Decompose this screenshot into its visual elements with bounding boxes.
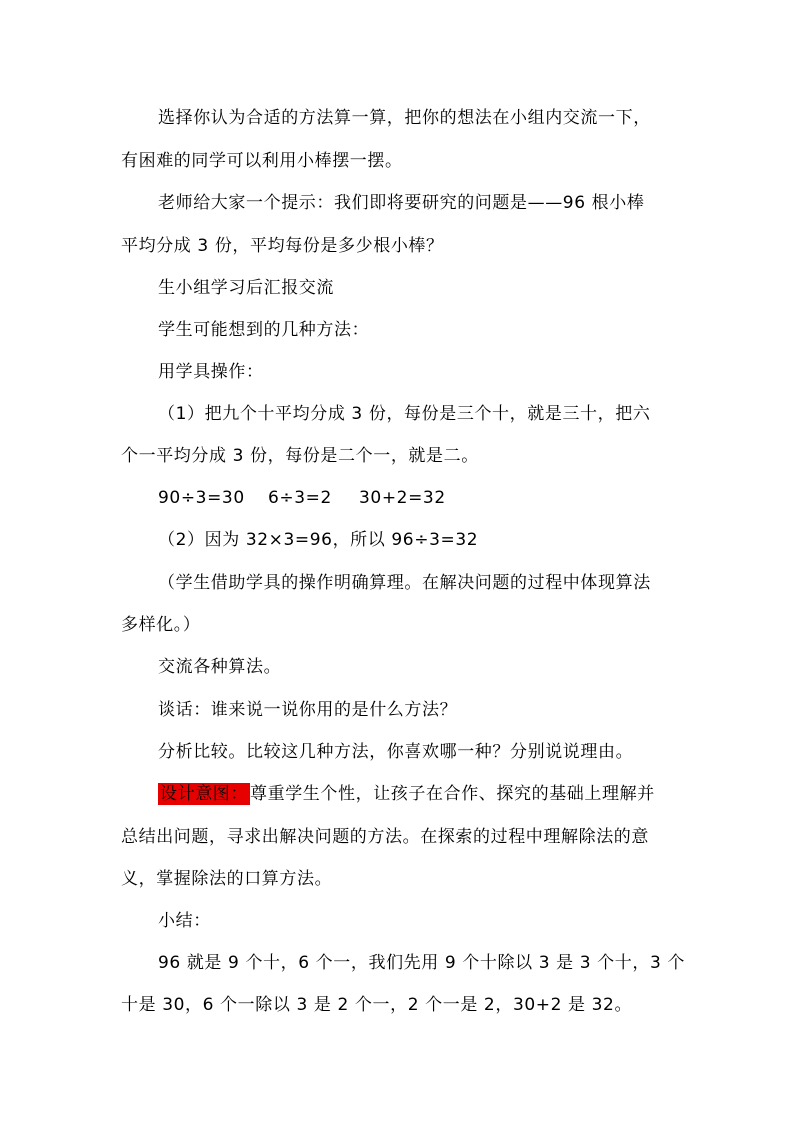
paragraph-choose-method-line1: 选择你认为合适的方法算一算，把你的想法在小组内交流一下， — [158, 108, 651, 128]
paragraph-possible-methods: 学生可能想到的几种方法： — [158, 320, 370, 340]
design-intent-label: 设计意图： — [160, 784, 248, 804]
paragraph-method-2: （2）因为 32×3=96，所以 96÷3=32 — [158, 530, 479, 550]
paragraph-teacher-hint-line2: 平均分成 3 份，平均每份是多少根小棒？ — [121, 236, 444, 256]
paragraph-design-intent-line2: 总结出问题，寻求出解决问题的方法。在探索的过程中理解除法的意 — [121, 827, 649, 847]
equation-2: 6÷3=2 — [268, 488, 332, 508]
paragraph-compare: 分析比较。比较这几种方法，你喜欢哪一种？分别说说理由。 — [158, 742, 634, 762]
equation-3: 30+2=32 — [359, 488, 446, 508]
paragraph-design-intent-line1 — [158, 782, 655, 806]
equation-1: 90÷3=30 — [158, 488, 245, 508]
paragraph-student-note-line2: 多样化。） — [121, 615, 201, 635]
paragraph-student-note-line1: （学生借助学具的操作明确算理。在解决问题的过程中体现算法 — [158, 573, 651, 593]
paragraph-exchange-methods: 交流各种算法。 — [158, 657, 282, 677]
paragraph-teacher-hint-line1: 老师给大家一个提示：我们即将要研究的问题是——96 根小棒 — [158, 193, 645, 213]
paragraph-method-1-line2: 个一平均分成 3 份，每份是二个一，就是二。 — [121, 446, 479, 466]
paragraph-summary-line1: 96 就是 9 个十，6 个一，我们先用 9 个十除以 3 是 3 个十，3 个 — [158, 953, 685, 973]
paragraph-group-report: 生小组学习后汇报交流 — [158, 278, 334, 298]
design-intent-text: 尊重学生个性，让孩子在合作、探究的基础上理解并 — [250, 784, 655, 804]
paragraph-design-intent-line3: 义，掌握除法的口算方法。 — [121, 869, 333, 889]
paragraph-summary-line2: 十是 30，6 个一除以 3 是 2 个一，2 个一是 2，30+2 是 32。 — [121, 995, 633, 1015]
paragraph-tool-operation: 用学具操作： — [158, 362, 264, 382]
paragraph-choose-method-line2: 有困难的同学可以利用小棒摆一摆。 — [121, 151, 403, 171]
paragraph-summary-heading: 小结： — [158, 911, 211, 931]
paragraph-dialogue: 谈话：谁来说一说你用的是什么方法？ — [158, 700, 458, 720]
equation-row — [158, 486, 446, 510]
paragraph-method-1-line1: （1）把九个十平均分成 3 份，每份是三个十，就是三十，把六 — [158, 404, 651, 424]
